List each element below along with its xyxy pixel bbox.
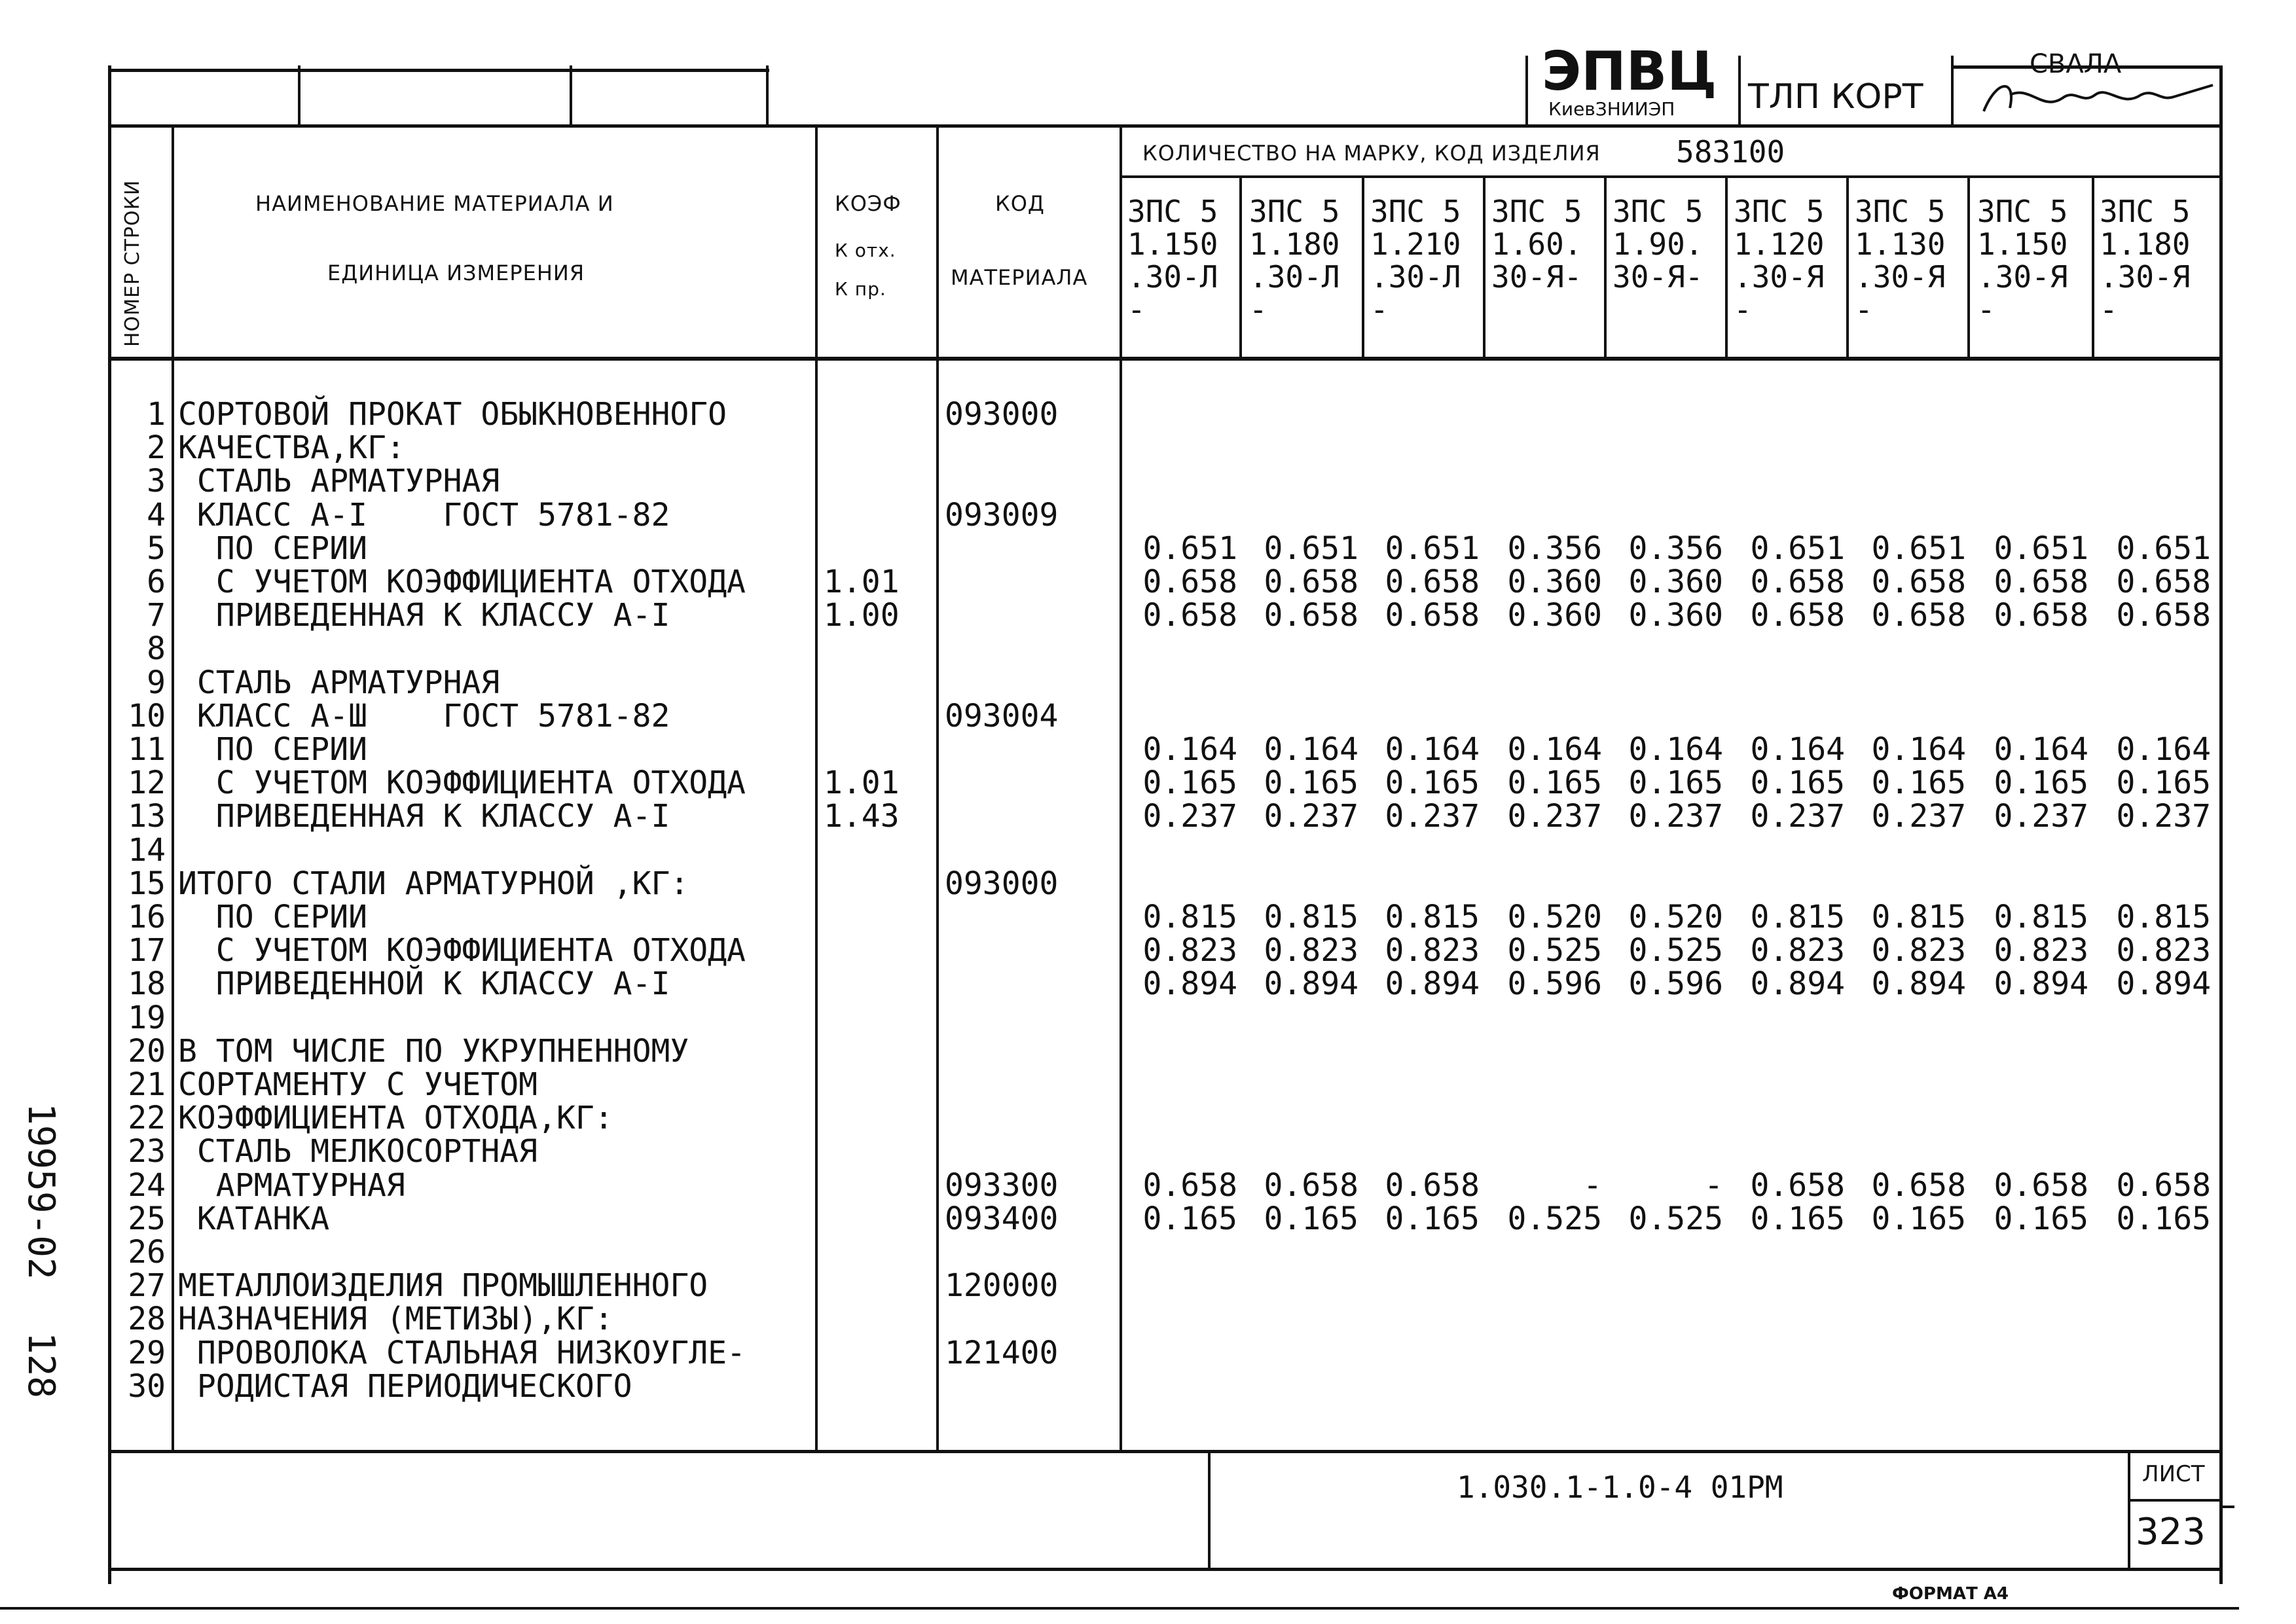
product-column-header-line: 1.60.: [1491, 226, 1582, 262]
quantity-value: 0.237: [1264, 798, 1358, 835]
product-column-header-line: -: [1370, 292, 1389, 327]
frame-left: [108, 65, 111, 1584]
body-bottom: [108, 1450, 2223, 1453]
quantity-value: 0.165: [2116, 765, 2211, 802]
stamp-org-small: КиевЗНИИЭП: [1548, 98, 1675, 120]
quantity-value: 0.658: [1994, 597, 2088, 634]
format-label: ФОРМАТ А4: [1892, 1584, 2009, 1604]
sheet-tick: [2223, 1506, 2234, 1508]
quantity-value: 0.164: [1264, 731, 1358, 768]
product-code: 583100: [1676, 134, 1785, 170]
quantity-value: 0.658: [1264, 597, 1358, 634]
quantity-value: 0.525: [1628, 1200, 1723, 1237]
quantity-value: 0.165: [1750, 765, 1845, 802]
prod-div-4: [1604, 177, 1607, 359]
quantity-value: 0.164: [1507, 731, 1602, 768]
quantity-value: 0.237: [1750, 798, 1845, 835]
quantity-value: 0.894: [1994, 965, 2088, 1003]
material-name: ПО СЕРИИ: [178, 731, 367, 768]
quantity-value: 0.651: [1385, 530, 1480, 567]
material-name: ПРИВЕДЕННАЯ К КЛАССУ А-I: [178, 597, 670, 634]
material-name: НАЗНАЧЕНИЯ (МЕТИЗЫ),КГ:: [178, 1301, 613, 1338]
product-column-header-line: .30-Л: [1249, 259, 1340, 295]
quantity-value: 0.823: [1264, 932, 1358, 969]
quantity-value: 0.651: [1994, 530, 2088, 567]
material-name: МЕТАЛЛОИЗДЕЛИЯ ПРОМЫШЛЕННОГО: [178, 1267, 708, 1305]
col-div-rownum: [172, 124, 174, 1453]
material-name: РОДИСТАЯ ПЕРИОДИЧЕСКОГО: [178, 1367, 632, 1405]
quantity-value: 0.165: [1628, 765, 1723, 802]
col-div-coef: [936, 124, 939, 1453]
row-number: 30: [128, 1367, 166, 1405]
product-column-header-line: 1.180: [2100, 226, 2191, 262]
row-number: 21: [128, 1066, 166, 1103]
quantity-value: 0.658: [1264, 1166, 1358, 1204]
coef-value: 1.43: [824, 798, 900, 835]
material-name: КАЧЕСТВА,КГ:: [178, 429, 405, 467]
quantity-value: 0.658: [2116, 597, 2211, 634]
product-column-header-line: 1.150: [1127, 226, 1218, 262]
row-number: 23: [128, 1133, 166, 1170]
stamp-div-4: [1525, 56, 1528, 126]
material-name: ПРОВОЛОКА СТАЛЬНАЯ НИЗКОУГЛЕ-: [178, 1334, 746, 1371]
code-label-2: МАТЕРИАЛА: [951, 265, 1088, 290]
quantity-value: 0.894: [1385, 965, 1480, 1003]
product-column-header-line: -: [1127, 292, 1146, 327]
quantity-value: 0.165: [1385, 1200, 1480, 1237]
material-name: ПО СЕРИИ: [178, 530, 367, 567]
material-name: ПО СЕРИИ: [178, 899, 367, 935]
row-number: 13: [128, 798, 166, 835]
product-column-header-line: 1.180: [1249, 226, 1340, 262]
product-column-header-line: 3ПС 5: [1734, 194, 1825, 229]
quantity-value: 0.165: [1871, 765, 1966, 802]
product-column-header-line: 3ПС 5: [1370, 194, 1461, 229]
quantity-value: 0.658: [1385, 597, 1480, 634]
stamp-div-1: [298, 65, 301, 126]
product-column-header-line: 30-Я-: [1613, 259, 1704, 295]
material-name: С УЧЕТОМ КОЭФФИЦИЕНТА ОТХОДА: [178, 932, 746, 969]
row-number: 6: [147, 564, 166, 600]
quantity-value: 0.651: [1142, 530, 1237, 567]
product-column-header-line: .30-Я: [1734, 259, 1825, 295]
row-number: 7: [147, 597, 166, 634]
quantity-value: 0.165: [1142, 765, 1237, 802]
prod-div-1: [1239, 177, 1242, 359]
quantity-value: 0.894: [1142, 965, 1237, 1003]
row-number: 14: [128, 831, 166, 869]
quantity-value: 0.815: [1264, 899, 1358, 935]
quantity-value: 0.658: [1142, 597, 1237, 634]
quantity-value: 0.658: [1750, 1166, 1845, 1204]
product-column-header-line: 30-Я-: [1491, 259, 1582, 295]
product-column-header-line: 3ПС 5: [1249, 194, 1340, 229]
row-number: 16: [128, 899, 166, 935]
quantity-value: 0.823: [2116, 932, 2211, 969]
quantity-value: 0.525: [1507, 932, 1602, 969]
material-code: 093300: [945, 1166, 1059, 1204]
quantity-value: 0.165: [1142, 1200, 1237, 1237]
product-column-header-line: -: [1855, 292, 1873, 327]
quantity-value: 0.164: [1994, 731, 2088, 768]
prod-div-7: [1967, 177, 1970, 359]
quantity-value: 0.658: [1994, 564, 2088, 600]
quantity-value: 0.237: [1385, 798, 1480, 835]
quantity-value: 0.823: [1994, 932, 2088, 969]
row-number: 2: [147, 429, 166, 467]
sheet-box-divider: [2128, 1499, 2223, 1502]
product-column-header-line: 1.130: [1855, 226, 1946, 262]
quantity-value: 0.596: [1507, 965, 1602, 1003]
quantity-value: 0.164: [1628, 731, 1723, 768]
material-code: 093009: [945, 496, 1059, 533]
stamp-div-2: [570, 65, 572, 126]
quantity-value: 0.815: [1871, 899, 1966, 935]
material-name: В ТОМ ЧИСЛЕ ПО УКРУПНЕННОМУ: [178, 1032, 689, 1070]
row-number: 1: [147, 396, 166, 433]
row-number: 4: [147, 496, 166, 533]
row-number: 17: [128, 932, 166, 969]
prod-div-8: [2092, 177, 2094, 359]
quantity-value: 0.360: [1507, 597, 1602, 634]
stamp-org-big: ЭПВЦ: [1542, 41, 1717, 103]
prod-div-2: [1362, 177, 1364, 359]
row-number: 24: [128, 1166, 166, 1204]
product-column-header-line: -: [2100, 292, 2118, 327]
material-name: КЛАСС А-I ГОСТ 5781-82: [178, 496, 670, 533]
document-code: 1.030.1-1.0-4 01РМ: [1457, 1470, 1783, 1505]
quantity-value: 0.658: [1871, 597, 1966, 634]
quantity-value: 0.237: [1994, 798, 2088, 835]
row-number: 8: [147, 630, 166, 668]
margin-page-number: 128: [20, 1332, 62, 1399]
page-bottom-rule: [0, 1607, 2239, 1610]
quantity-value: 0.164: [1385, 731, 1480, 768]
product-column-header-line: -: [1977, 292, 1995, 327]
sheet-label: ЛИСТ: [2142, 1461, 2205, 1487]
material-code: 121400: [945, 1334, 1059, 1371]
row-number: 10: [128, 697, 166, 734]
material-label-1: НАИМЕНОВАНИЕ МАТЕРИАЛА И: [255, 191, 614, 216]
material-name: ПРИВЕДЕННОЙ К КЛАССУ А-I: [178, 965, 670, 1003]
material-name: СТАЛЬ МЕЛКОСОРТНАЯ: [178, 1133, 538, 1170]
quantity-value: 0.237: [1142, 798, 1237, 835]
stamp-top-right: СВАЛА: [2030, 49, 2122, 79]
material-name: КЛАСС А-Ш ГОСТ 5781-82: [178, 697, 670, 734]
product-column-header-line: 1.150: [1977, 226, 2068, 262]
row-number: 26: [128, 1234, 166, 1271]
quantity-value: 0.658: [1750, 564, 1845, 600]
row-number: 20: [128, 1032, 166, 1070]
row-number: 5: [147, 530, 166, 567]
product-column-header-line: 3ПС 5: [1491, 194, 1582, 229]
quantity-value: 0.165: [1264, 765, 1358, 802]
row-number: 25: [128, 1200, 166, 1237]
quantity-value: 0.356: [1628, 530, 1723, 567]
quantity-value: 0.520: [1507, 899, 1602, 935]
header-bottom: [108, 357, 2223, 361]
material-label-2: ЕДИНИЦА ИЗМЕРЕНИЯ: [327, 261, 585, 285]
quantity-value: 0.596: [1628, 965, 1723, 1003]
footer-bottom: [108, 1568, 2223, 1571]
quantity-value: 0.165: [1994, 1200, 2088, 1237]
quantity-value: 0.658: [1385, 1166, 1480, 1204]
quantity-value: 0.658: [1871, 564, 1966, 600]
quantity-value: 0.658: [1385, 564, 1480, 600]
quantity-value: 0.894: [2116, 965, 2211, 1003]
quantity-value: 0.651: [1871, 530, 1966, 567]
quantity-value: 0.165: [1871, 1200, 1966, 1237]
quantity-value: 0.815: [1385, 899, 1480, 935]
quantity-value: 0.165: [1507, 765, 1602, 802]
sheet-number: 323: [2136, 1511, 2206, 1553]
quantity-value: 0.237: [2116, 798, 2211, 835]
row-number: 12: [128, 765, 166, 802]
quantity-value: 0.658: [1142, 1166, 1237, 1204]
product-column-header-line: 3ПС 5: [1855, 194, 1946, 229]
quantity-value: 0.823: [1871, 932, 1966, 969]
col-div-name: [815, 124, 818, 1453]
quantity-value: 0.237: [1871, 798, 1966, 835]
material-name: КОЭФФИЦИЕНТА ОТХОДА,КГ:: [178, 1100, 613, 1137]
quantity-value: 0.658: [2116, 1166, 2211, 1204]
product-column-header-line: 1.210: [1370, 226, 1461, 262]
quantity-value: 0.894: [1871, 965, 1966, 1003]
quantity-value: 0.658: [1750, 597, 1845, 634]
footer-div-1: [1208, 1450, 1211, 1569]
quantity-value: 0.658: [1264, 564, 1358, 600]
quantity-label: КОЛИЧЕСТВО НА МАРКУ, КОД ИЗДЕЛИЯ: [1142, 141, 1601, 166]
material-code: 093000: [945, 396, 1059, 433]
row-number: 18: [128, 965, 166, 1003]
quantity-value: 0.360: [1507, 564, 1602, 600]
row-number: 3: [147, 463, 166, 500]
quantity-value: 0.164: [1750, 731, 1845, 768]
quantity-value: 0.894: [1750, 965, 1845, 1003]
material-code: 093000: [945, 865, 1059, 902]
quantity-value: 0.815: [1994, 899, 2088, 935]
material-name: КАТАНКА: [178, 1200, 330, 1237]
quantity-value: 0.823: [1142, 932, 1237, 969]
quantity-value: 0.165: [2116, 1200, 2211, 1237]
quantity-value: 0.651: [1750, 530, 1845, 567]
material-code: 093400: [945, 1200, 1059, 1237]
row-number: 9: [147, 664, 166, 701]
row-number: 11: [128, 731, 166, 768]
material-name: С УЧЕТОМ КОЭФФИЦИЕНТА ОТХОДА: [178, 765, 746, 802]
material-code: 120000: [945, 1267, 1059, 1305]
row-number: 28: [128, 1301, 166, 1338]
quantity-value: 0.815: [1142, 899, 1237, 935]
col-div-code: [1120, 124, 1122, 1453]
material-name: С УЧЕТОМ КОЭФФИЦИЕНТА ОТХОДА: [178, 564, 746, 600]
quantity-value: 0.823: [1750, 932, 1845, 969]
quantity-value: 0.360: [1628, 597, 1723, 634]
quantity-value: 0.164: [1871, 731, 1966, 768]
product-column-header-line: 1.120: [1734, 226, 1825, 262]
stamp-dept: ТЛП КОРТ: [1748, 77, 1923, 117]
quantity-value: 0.651: [2116, 530, 2211, 567]
product-column-header-line: .30-Л: [1370, 259, 1461, 295]
quantity-subheader-line: [1120, 175, 2223, 178]
frame-right: [2219, 65, 2223, 1584]
material-name: ПРИВЕДЕННАЯ К КЛАССУ А-I: [178, 798, 670, 835]
quantity-value: 0.815: [2116, 899, 2211, 935]
footer-div-2: [2128, 1450, 2130, 1569]
stamp-div-5: [1738, 56, 1741, 126]
product-column-header-line: 1.90.: [1613, 226, 1704, 262]
stamp-bottom: [108, 124, 2223, 128]
material-name: СОРТАМЕНТУ С УЧЕТОМ: [178, 1066, 538, 1103]
coef-otx-label: К отх.: [835, 240, 896, 261]
frame-top: [108, 69, 769, 72]
signature-icon: [1971, 72, 2219, 124]
quantity-value: 0.164: [2116, 731, 2211, 768]
quantity-value: 0.237: [1507, 798, 1602, 835]
row-number-label: НОМЕР СТРОКИ: [121, 179, 144, 347]
material-name: СТАЛЬ АРМАТУРНАЯ: [178, 664, 500, 701]
quantity-value: 0.894: [1264, 965, 1358, 1003]
product-column-header-line: 3ПС 5: [1977, 194, 2068, 229]
quantity-value: 0.823: [1385, 932, 1480, 969]
quantity-value: 0.658: [2116, 564, 2211, 600]
row-number: 22: [128, 1100, 166, 1137]
quantity-value: 0.165: [1264, 1200, 1358, 1237]
code-label-1: КОД: [995, 191, 1045, 216]
row-number: 29: [128, 1334, 166, 1371]
quantity-value: 0.658: [1994, 1166, 2088, 1204]
material-name: АРМАТУРНАЯ: [178, 1166, 405, 1204]
prod-div-6: [1846, 177, 1849, 359]
quantity-value: 0.658: [1871, 1166, 1966, 1204]
quantity-value: 0.165: [1385, 765, 1480, 802]
product-column-header-line: .30-Я: [2100, 259, 2191, 295]
material-name: ИТОГО СТАЛИ АРМАТУРНОЙ ,КГ:: [178, 865, 689, 902]
product-column-header-line: .30-Я: [1855, 259, 1946, 295]
product-column-header-line: .30-Я: [1977, 259, 2068, 295]
inventory-number: 19959-02: [20, 1103, 62, 1280]
quantity-value: 0.165: [1750, 1200, 1845, 1237]
stamp-div-3: [766, 65, 769, 126]
quantity-value: 0.356: [1507, 530, 1602, 567]
coef-pr-label: К пр.: [835, 278, 886, 300]
quantity-value: 0.360: [1628, 564, 1723, 600]
quantity-value: 0.658: [1142, 564, 1237, 600]
product-column-header-line: 3ПС 5: [1127, 194, 1218, 229]
coef-label: КОЭФ: [835, 191, 902, 216]
product-column-header-line: -: [1734, 292, 1752, 327]
quantity-value: 0.164: [1142, 731, 1237, 768]
quantity-value: 0.520: [1628, 899, 1723, 935]
quantity-value: 0.525: [1507, 1200, 1602, 1237]
material-name: СТАЛЬ АРМАТУРНАЯ: [178, 463, 500, 500]
quantity-value: 0.165: [1994, 765, 2088, 802]
product-column-header-line: .30-Л: [1127, 259, 1218, 295]
row-number: 15: [128, 865, 166, 902]
quantity-value: -: [1583, 1166, 1602, 1204]
stamp-div-6: [1951, 56, 1954, 126]
quantity-value: 0.651: [1264, 530, 1358, 567]
product-column-header-line: 3ПС 5: [2100, 194, 2191, 229]
product-column-header-line: -: [1249, 292, 1267, 327]
quantity-value: 0.815: [1750, 899, 1845, 935]
quantity-value: 0.525: [1628, 932, 1723, 969]
prod-div-3: [1483, 177, 1485, 359]
coef-value: 1.01: [824, 765, 900, 802]
material-code: 093004: [945, 697, 1059, 734]
row-number: 27: [128, 1267, 166, 1305]
product-column-header-line: 3ПС 5: [1613, 194, 1704, 229]
coef-value: 1.00: [824, 597, 900, 634]
material-name: СОРТОВОЙ ПРОКАТ ОБЫКНОВЕННОГО: [178, 396, 727, 433]
quantity-value: 0.237: [1628, 798, 1723, 835]
row-number: 19: [128, 999, 166, 1036]
coef-value: 1.01: [824, 564, 900, 600]
prod-div-5: [1725, 177, 1728, 359]
quantity-value: -: [1704, 1166, 1723, 1204]
